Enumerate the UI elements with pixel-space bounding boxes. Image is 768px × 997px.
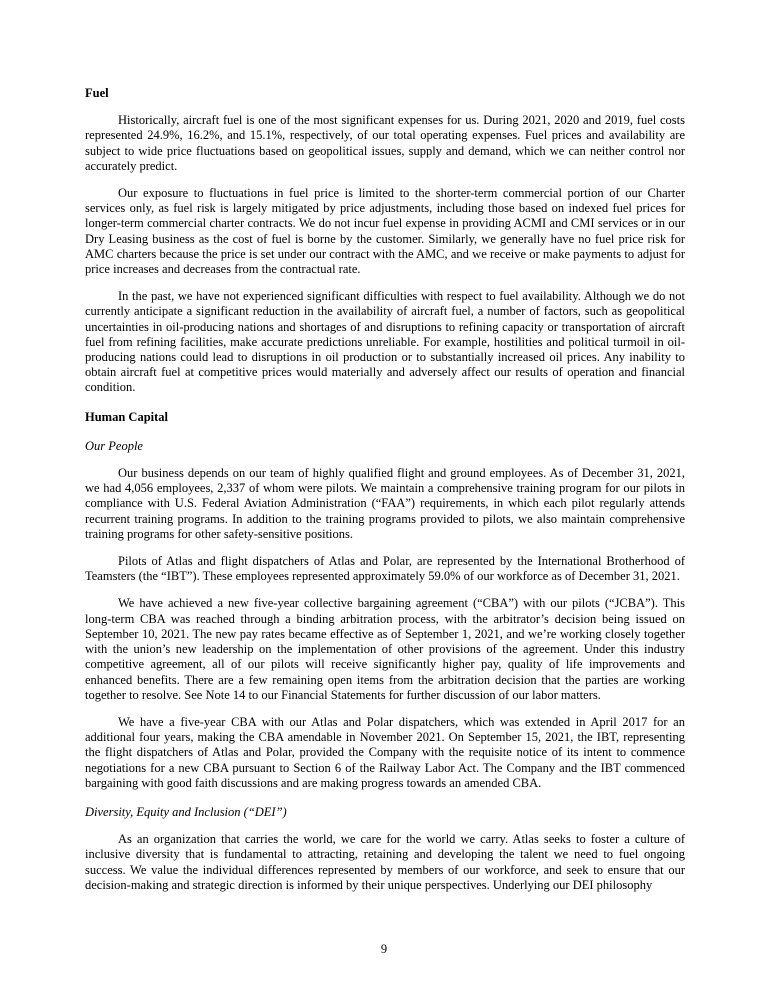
paragraph-fuel-1: Historically, aircraft fuel is one of the most significant expenses for us. During 2021, 2020 and 2019, fuel costs represented 24.9%, 16.2%, and 15.1%, respectively, of our total operating expenses. Fuel prices and availability are subject to wide price fluctuations based on geopolitical issues, supply and demand, which we can neither control nor accurately predict.: [85, 113, 685, 173]
paragraph-our-people-2: Pilots of Atlas and flight dispatchers of Atlas and Polar, are represented by the International Brotherhood of Teamsters (the “IBT”). These employees represented approximately 59.0% of our workforce as of December 31, 2021.: [85, 554, 685, 584]
paragraph-our-people-3: We have achieved a new five-year collective bargaining agreement (“CBA”) with our pilots (“JCBA”). This long-term CBA was reached through a binding arbitration process, with the arbitrator’s decision being issued on September 10, 2021. The new pay rates became effective as of September 1, 2021, and we’re working closely together with the union’s new leadership on the implementation of other provisions of the agreement. Under this industry competitive agreement, all of our pilots will receive significantly higher pay, quality of life improvements and enhanced benefits. There are a few remaining open items from the arbitration decision that the parties are working together to resolve. See Note 14 to our Financial Statements for further discussion of our labor matters.: [85, 596, 685, 702]
footer-page-number: 9: [380, 941, 388, 956]
heading-our-people: Our People: [85, 438, 143, 453]
paragraph-dei-1: As an organization that carries the world, we care for the world we carry. Atlas seeks to foster a culture of inclusive diversity that is fundamental to attracting, retaining and developing the talent we need to fuel ongoing success. We value the individual differences represented by members of our workforce, and seek to ensure that our decision-making and strategic direction is informed by their unique perspectives. Underlying our DEI philosophy: [85, 832, 685, 892]
heading-fuel: Fuel: [85, 86, 109, 100]
paragraph-fuel-2: Our exposure to fluctuations in fuel price is limited to the shorter-term commercial portion of our Charter services only, as fuel risk is largely mitigated by price adjustments, including those based on indexed fuel prices for longer-term commercial charter contracts. We do not incur fuel expense in providing ACMI and CMI services or in our Dry Leasing business as the cost of fuel is borne by the customer. Similarly, we generally have no fuel price risk for AMC charters because the price is set under our contract with the AMC, and we receive or make payments to adjust for price increases and decreases from the contractual rate.: [85, 186, 685, 277]
paragraph-fuel-3: In the past, we have not experienced significant difficulties with respect to fuel availability. Although we do not currently anticipate a significant reduction in the availability of aircraft fuel, a number of factors, such as geopolitical uncertainties in oil-producing nations and shortages of and disruptions to refining capacity or transportation of aircraft fuel from refining facilities, make accurate predictions unreliable. For example, hostilities and political turmoil in oil-producing nations could lead to disruptions in oil production or to substantially increased oil prices. Any inability to obtain aircraft fuel at competitive prices would materially and adversely affect our results of operation and financial condition.: [85, 289, 685, 395]
paragraph-our-people-1: Our business depends on our team of highly qualified flight and ground employees. As of December 31, 2021, we had 4,056 employees, 2,337 of whom were pilots. We maintain a comprehensive training program for our pilots in compliance with U.S. Federal Aviation Administration (“FAA”) requirements, in which each pilot regularly attends recurrent training programs. In addition to the training programs provided to pilots, we also maintain comprehensive training programs for other safety-sensitive positions.: [85, 466, 685, 541]
paragraph-our-people-4: We have a five-year CBA with our Atlas and Polar dispatchers, which was extended in April 2017 for an additional four years, making the CBA amendable in November 2021. On September 15, 2021, the IBT, representing the flight dispatchers of Atlas and Polar, provided the Company with the requisite notice of its intent to commence negotiations for a new CBA pursuant to Section 6 of the Railway Labor Act. The Company and the IBT commenced bargaining with good faith discussions and are making progress towards an amended CBA.: [85, 714, 685, 790]
heading-dei: Diversity, Equity and Inclusion (“DEI”): [85, 804, 287, 819]
heading-human-capital: Human Capital: [85, 409, 169, 424]
document-content: [85, 86, 685, 893]
